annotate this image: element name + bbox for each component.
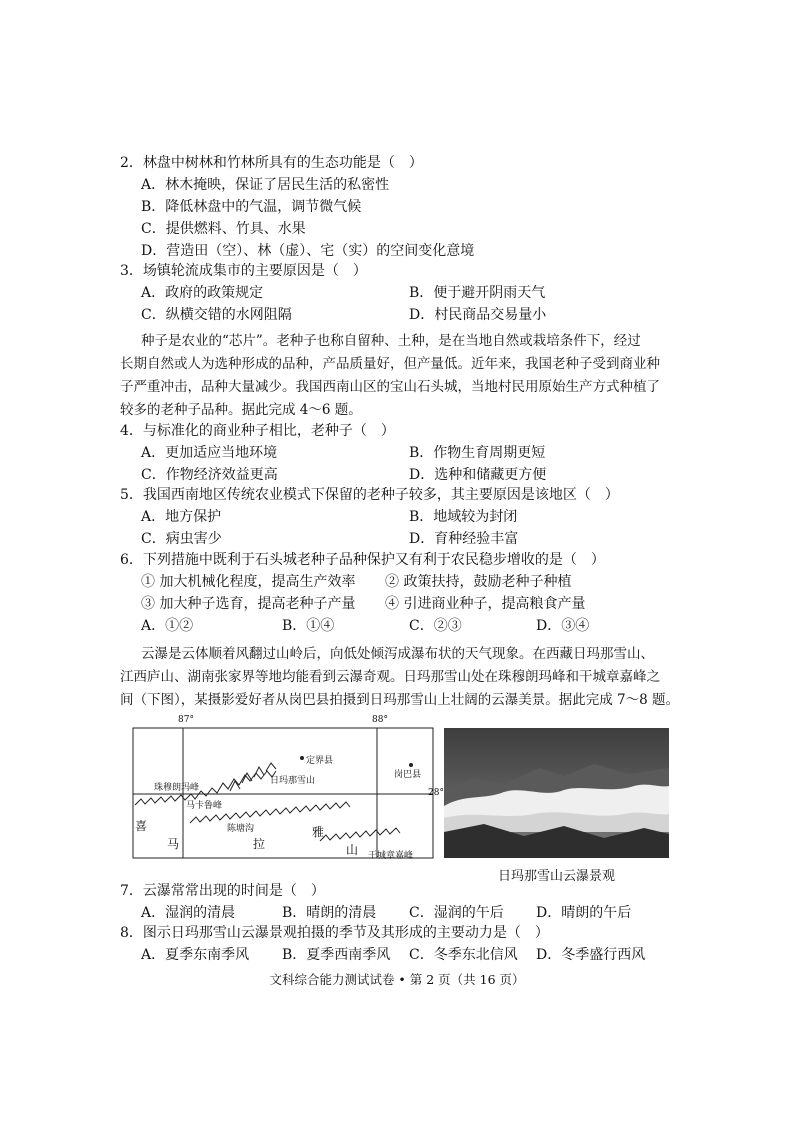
q2-option-a: A．林木掩映，保证了居民生活的私密性: [141, 177, 390, 193]
gangba-label: 岗巴县: [394, 770, 422, 780]
passage1-line-2: 长期自然或人为选种形成的品种，产品质量好，但产量低。近年来，我国老种子受到商业种: [120, 356, 660, 372]
map-char-la: 拉: [253, 837, 266, 851]
q6-option-a: A．①②: [141, 618, 194, 634]
page-footer: 文科综合能力测试试卷 • 第 2 页（共 16 页）: [269, 972, 525, 987]
q6-option-b: B．①④: [282, 618, 335, 634]
passage1-line-3: 子严重冲击，品种大量减少。我国西南山区的宝山石头城，当地村民用原始生产方式种植了: [120, 379, 660, 395]
lat-28-label: 28°: [428, 788, 444, 798]
makalu-label: 马卡鲁峰: [186, 801, 223, 811]
q6-item-2: ② 政策扶持，鼓励老种子种植: [385, 574, 572, 590]
q7-option-a: A．湿润的清晨: [141, 905, 236, 921]
passage2-line-1: 云瀑是云体顺着风翻过山岭后，向低处倾泻成瀑布状的天气现象。在西藏日玛那雪山、: [141, 646, 654, 662]
q5-option-b: B．地域较为封闭: [409, 509, 518, 525]
passage2-line-2: 江西庐山、湖南张家界等地均能看到云瀑奇观。日玛那雪山处在珠穆朗玛峰和干城章嘉峰之: [120, 669, 660, 685]
q8-option-c: C．冬季东北信风: [409, 947, 518, 963]
q6-stem: 6．下列措施中既利于石头城老种子品种保护又有利于农民稳步增收的是（ ）: [120, 552, 605, 568]
rimana-label: 日玛那雪山: [270, 776, 316, 786]
location-map: [130, 713, 444, 863]
q5-option-d: D．育种经验丰富: [409, 531, 519, 547]
q4-option-c: C．作物经济效益更高: [141, 467, 278, 483]
passage2-line-3: 间（下图），某摄影爱好者从岗巴县拍摄到日玛那雪山上壮阔的云瀑美景。据此完成 7～8 题。: [120, 692, 680, 708]
q3-option-a: A．政府的政策规定: [141, 285, 264, 301]
q6-item-3: ③ 加大种子选育，提高老种子产量: [141, 596, 356, 612]
q3-option-c: C．纵横交错的水网阻隔: [141, 307, 292, 323]
q3-option-b: B．便于避开阴雨天气: [409, 285, 546, 301]
map-char-ya: 雅: [312, 825, 325, 839]
q3-option-d: D．村民商品交易量小: [409, 307, 547, 323]
q5-stem: 5．我国西南地区传统农业模式下保留的老种子较多，其主要原因是该地区（ ）: [120, 487, 619, 503]
q4-option-b: B．作物生育周期更短: [409, 445, 546, 461]
q6-option-c: C．②③: [409, 618, 462, 634]
q6-item-1: ① 加大机械化程度，提高生产效率: [141, 574, 356, 590]
map-char-xi: 喜: [135, 819, 148, 833]
everest-label: 珠穆朗玛峰: [154, 783, 200, 793]
q4-option-a: A．更加适应当地环境: [141, 445, 278, 461]
q8-option-d: D．冬季盛行西风: [536, 947, 646, 963]
dingjie-label: 定界县: [306, 756, 334, 766]
q8-option-a: A．夏季东南季风: [141, 947, 250, 963]
q5-option-c: C．病虫害少: [141, 531, 222, 547]
q7-stem: 7．云瀑常常出现的时间是（ ）: [120, 883, 325, 899]
q2-stem: 2．林盘中树林和竹林所具有的生态功能是（ ）: [120, 155, 423, 171]
q4-option-d: D．选种和储藏更方便: [409, 467, 547, 483]
q2-option-c: C．提供燃料、竹具、水果: [141, 221, 306, 237]
q8-stem: 8．图示日玛那雪山云瀑景观拍摄的季节及其形成的主要动力是（ ）: [120, 925, 549, 941]
passage1-line-1: 种子是农业的“芯片”。老种子也称自留种、土种，是在当地自然或栽培条件下，经过: [141, 333, 641, 349]
q7-option-d: D．晴朗的午后: [536, 905, 632, 921]
q7-option-c: C．湿润的午后: [409, 905, 504, 921]
q6-option-d: D．③④: [536, 618, 590, 634]
q6-item-4: ④ 引进商业种子，提高粮食产量: [385, 596, 586, 612]
photo-caption: 日玛那雪山云瀑景观: [497, 869, 615, 884]
lon-88-label: 88°: [372, 715, 388, 725]
q4-stem: 4．与标准化的商业种子相比，老种子（ ）: [120, 423, 395, 439]
q3-stem: 3．场镇轮流成集市的主要原因是（ ）: [120, 263, 367, 279]
map-char-shan: 山: [346, 843, 359, 857]
q2-option-d: D．营造田（空）、林（虚）、宅（实）的空间变化意境: [141, 243, 475, 259]
lon-87-label: 87°: [178, 715, 194, 725]
chentang-label: 陈塘沟: [227, 824, 255, 834]
q8-option-b: B．夏季西南季风: [282, 947, 391, 963]
passage1-line-4: 较多的老种子品种。据此完成 4～6 题。: [120, 402, 362, 418]
cloud-waterfall-photo: [444, 728, 669, 858]
q7-option-b: B．晴朗的清晨: [282, 905, 377, 921]
q2-option-b: B．降低林盘中的气温，调节微气候: [141, 199, 362, 215]
map-char-ma: 马: [167, 837, 180, 851]
kangchen-label: 干城章嘉峰: [368, 851, 414, 861]
q5-option-a: A．地方保护: [141, 509, 222, 525]
